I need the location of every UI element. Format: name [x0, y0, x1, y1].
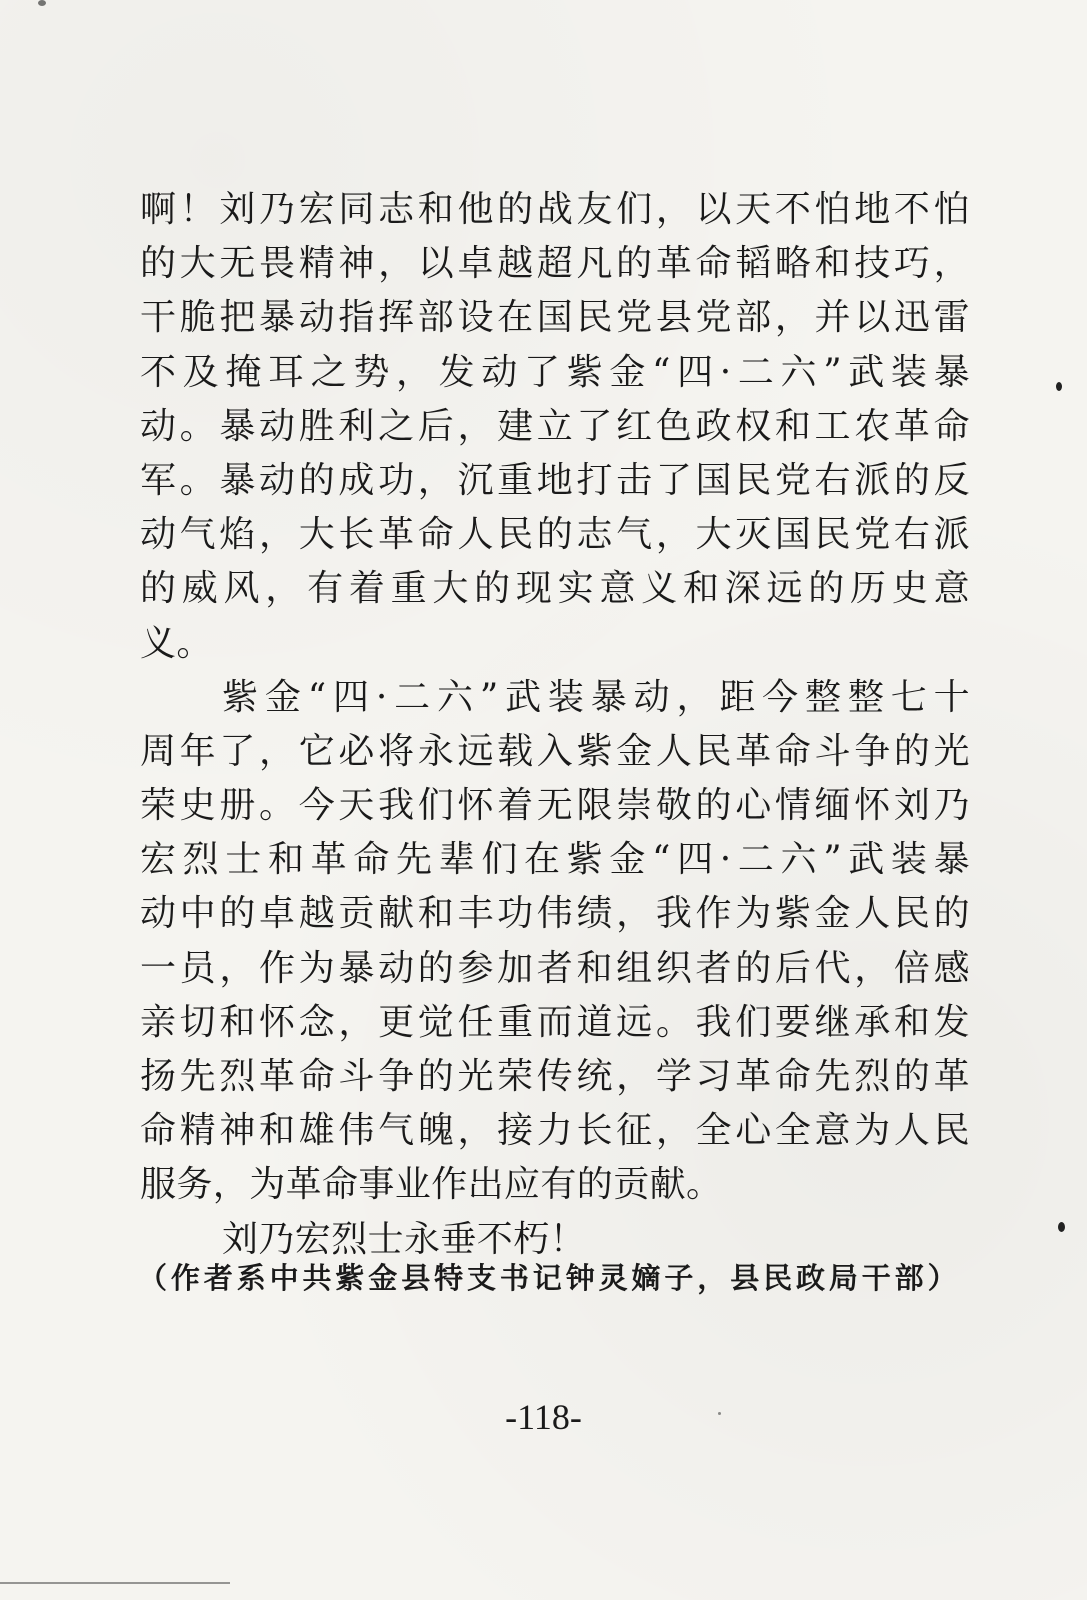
scan-edge-rule	[0, 1582, 230, 1584]
text-line-1: 啊！刘乃宏同志和他的战友们，以天不怕地不怕	[140, 189, 970, 230]
text-line-17: 扬先烈革命斗争的光荣传统，学习革命先烈的革	[140, 1056, 970, 1097]
text-line-2: 的大无畏精神，以卓越超凡的革命韬略和技巧，	[140, 243, 970, 285]
text-line-10: 紫金“四·二六”武装暴动，距今整整七十	[222, 676, 970, 718]
text-line-13: 宏烈士和革命先辈们在紫金“四·二六”武装暴	[140, 839, 970, 881]
scan-speck	[1056, 382, 1062, 391]
text-line-14: 动中的卓越贡献和丰功伟绩，我作为紫金人民的	[140, 893, 970, 935]
scan-speck	[1058, 1222, 1065, 1232]
text-line-7: 动气焰，大长革命人民的志气，大灭国民党右派	[140, 514, 970, 556]
text-line-11: 周年了，它必将永远载入紫金人民革命斗争的光	[140, 730, 970, 772]
text-line-4: 不及掩耳之势，发动了紫金“四·二六”武装暴	[140, 351, 970, 393]
text-line-19: 服务，为革命事业作出应有的贡献。	[140, 1164, 723, 1206]
body-text	[140, 183, 970, 1267]
text-line-9: 义。	[140, 622, 213, 664]
author-footnote: （作者系中共紫金县特支书记钟灵嫡子，县民政局干部）	[138, 1261, 958, 1295]
text-line-8: 的威风，有着重大的现实意义和深远的历史意	[140, 568, 970, 610]
scan-speck	[38, 0, 46, 6]
text-line-20: 刘乃宏烈士永垂不朽！	[222, 1218, 587, 1260]
text-line-3: 干脆把暴动指挥部设在国民党县党部，并以迅雷	[140, 297, 970, 339]
text-line-16: 亲切和怀念，更觉任重而道远。我们要继承和发	[140, 1001, 970, 1043]
scan-speck	[718, 1412, 721, 1415]
text-line-6: 军。暴动的成功，沉重地打击了国民党右派的反	[140, 459, 970, 501]
text-line-12: 荣史册。今天我们怀着无限崇敬的心情缅怀刘乃	[140, 785, 970, 827]
text-line-5: 动。暴动胜利之后，建立了红色政权和工农革命	[140, 405, 970, 447]
text-line-15: 一员，作为暴动的参加者和组织者的后代，倍感	[140, 947, 970, 989]
text-line-18: 命精神和雄伟气魄，接力长征，全心全意为人民	[140, 1110, 970, 1152]
page-number: -118-	[505, 1397, 582, 1437]
